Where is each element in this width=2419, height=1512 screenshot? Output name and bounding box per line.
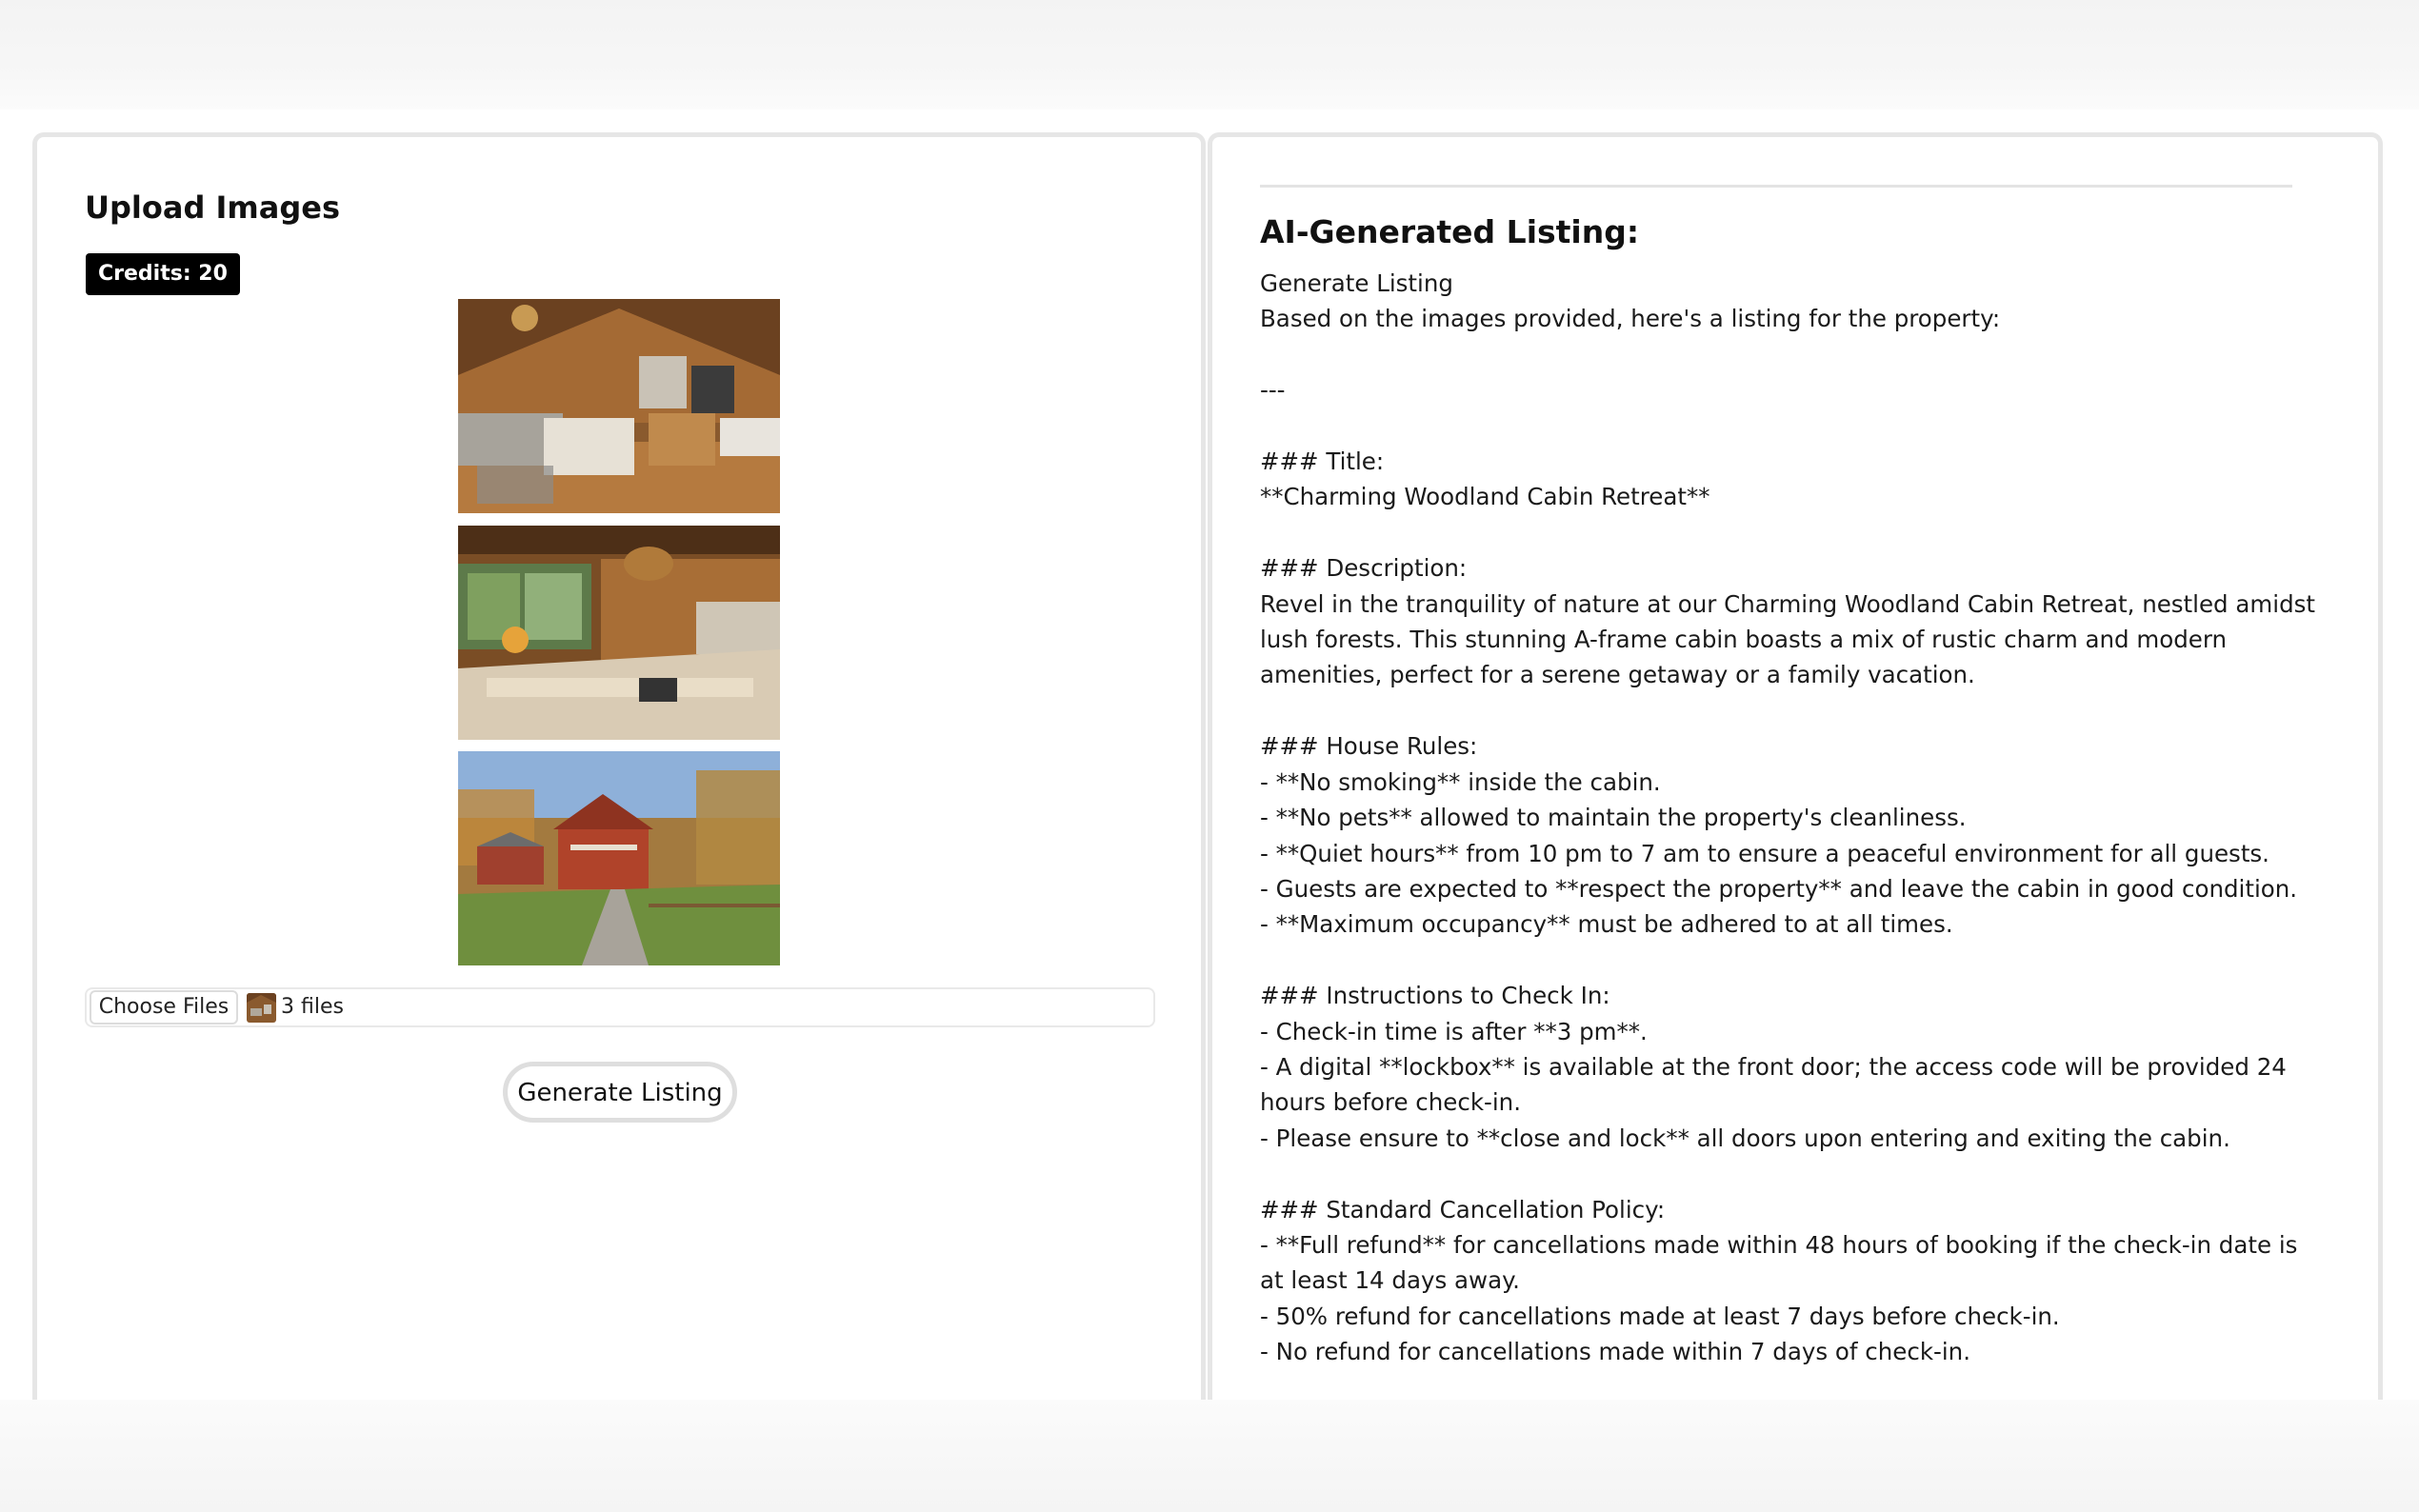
divider xyxy=(1260,185,2292,188)
listing-panel xyxy=(1208,132,2383,1456)
credits-badge: Credits: 20 xyxy=(86,253,240,295)
file-preview-icon xyxy=(247,993,276,1023)
uploaded-image-1 xyxy=(458,299,780,513)
choose-files-button[interactable]: Choose Files xyxy=(90,990,238,1025)
uploaded-image-3 xyxy=(458,751,780,965)
top-background xyxy=(0,0,2419,109)
listing-heading: AI-Generated Listing: xyxy=(1260,213,1640,250)
upload-panel xyxy=(32,132,1206,1456)
generate-listing-button[interactable]: Generate Listing xyxy=(503,1062,737,1123)
file-input[interactable] xyxy=(85,987,1155,1027)
listing-output: Generate Listing Based on the images provided, here's a listing for the property: --- ### Title: **Charming Woodland Cabin Retreat** ### Description: Revel in the tranquility of nature at our Charming Woodland Cabin Retreat, nestled amidst lush forests. This stunning A-frame cabin boasts a mix of rustic charm and modern amenities, perfect for a serene getaway or a family vacation. ### House Rules: - **No smoking** inside the cabin. - **No pets** allowed to maintain the property's cleanliness. - **Quiet hours** from 10 pm to 7 am to ensure a peaceful environment for all guests. - Guests are expected to **respect the property** and leave the cabin in good condition. - **Maximum occupancy** must be adhered to at all times. ### Instructions to Check In: - Check-in time is after **3 pm**. - A digital **lockbox** is available at the front door; the access code will be provided 24 hours before check-in. - Please ensure to **close and lock** all doors upon entering and exiting the cabin. ### Standard Cancellation Policy: - **Full refund** for cancellations made within 48 hours of booking if the check-in date is at least 14 days away. - 50% refund for cancellations made at least 7 days before check-in. - No refund for cancellations made within 7 days of check-in. xyxy=(1260,269,2315,1366)
uploaded-image-2 xyxy=(458,526,780,740)
file-count: 3 files xyxy=(281,995,344,1019)
bottom-background xyxy=(0,1400,2419,1512)
upload-title: Upload Images xyxy=(85,189,340,226)
